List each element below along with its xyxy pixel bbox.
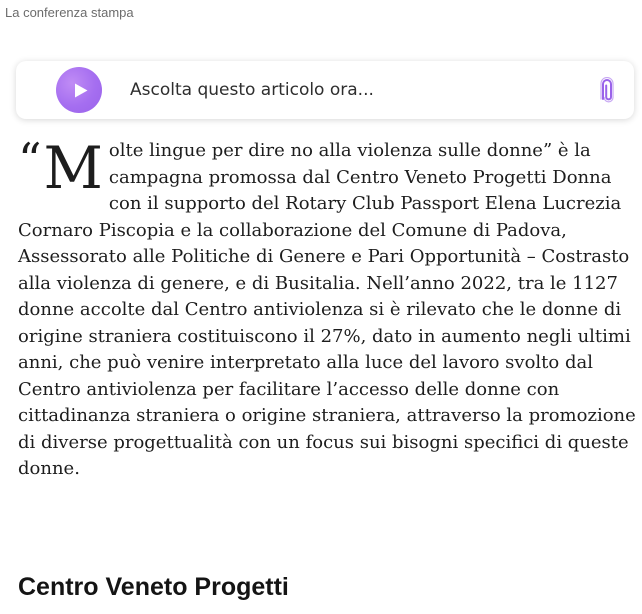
paperclip-icon — [598, 77, 616, 103]
article-text: olte lingue per dire no alla violenza sulle donne” è la campagna promossa dal Centro Veneto Progetti Donna con il supporto del Rotary Club Passport Elena Lucrezia Cornaro Piscopia e la collaborazione del Comune di Padova, Assessorato alle Politiche di Genere e Pari Opportunità – Costrasto alla violenza di genere, e di Busitalia. Nell’anno 2022, tra le 1127 donne accolte dal Centro antiviolenza si è rilevato che le donne di origine straniera costituiscono il 27%, dato in aumento negli ultimi anni, che può venire interpretato alla luce del lavoro svolto dal Centro antiviolenza per facilitare l’accesso delle donne con cittadinanza straniera o origine straniera, attraverso la promozione di diverse progettualità con un focus sui bisogni specifici di queste donne. — [18, 140, 636, 479]
listen-article-label[interactable]: Ascolta questo articolo ora... — [130, 80, 374, 100]
open-quote-mark: “ — [18, 133, 42, 187]
image-caption: La conferenza stampa — [5, 5, 134, 20]
drop-cap: M — [43, 134, 103, 202]
audio-player — [16, 61, 634, 119]
play-button[interactable] — [56, 67, 102, 113]
section-heading: Centro Veneto Progetti — [18, 573, 289, 601]
play-icon — [73, 82, 89, 99]
article-paragraph — [18, 133, 638, 483]
